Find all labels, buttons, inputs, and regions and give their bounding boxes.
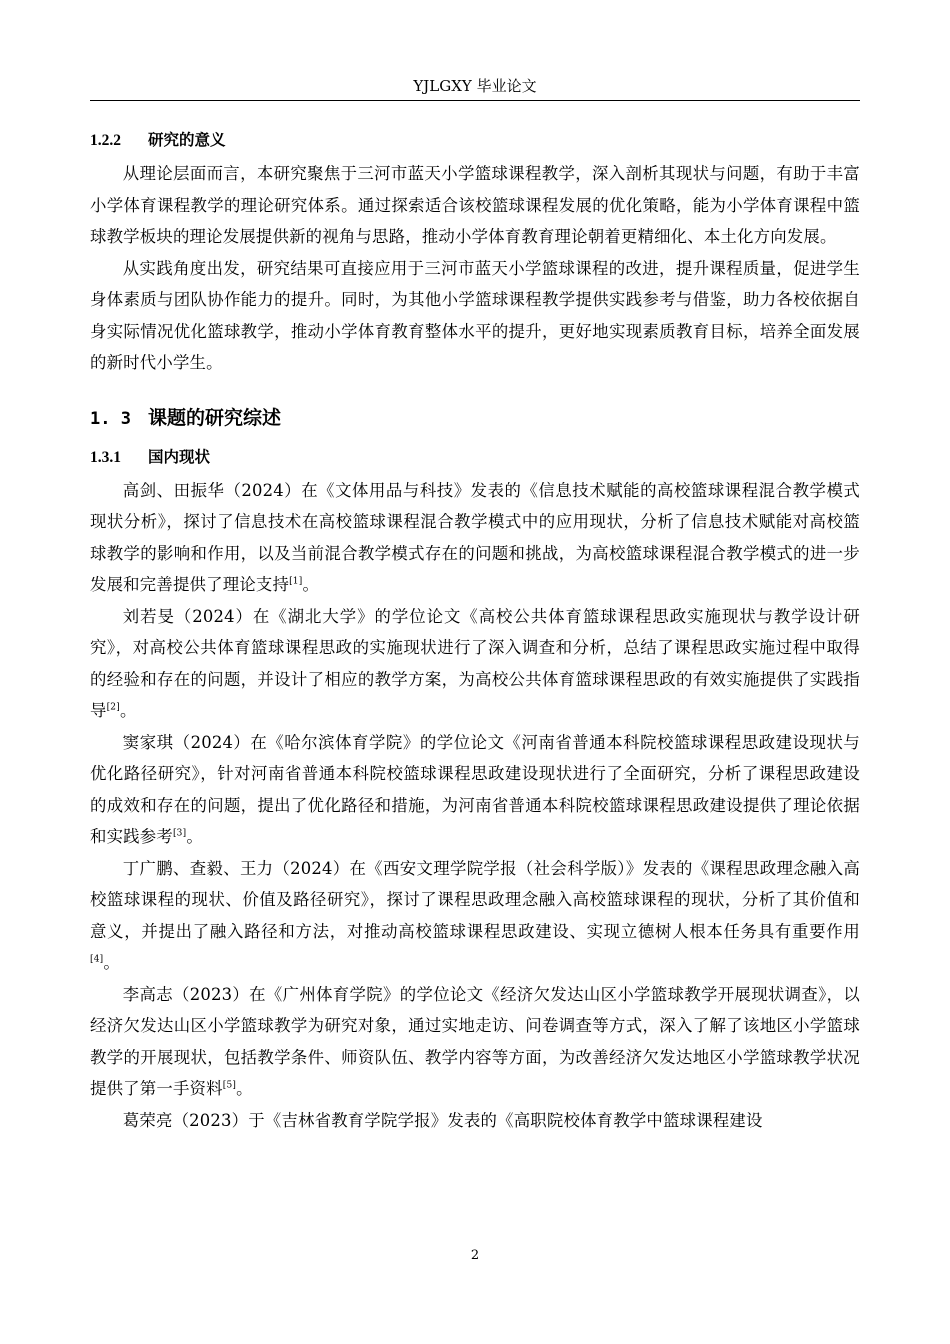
section-heading-1-3-1	[90, 442, 860, 473]
citation-ref: [1]	[289, 576, 303, 587]
section-number: 1.3.1	[90, 448, 121, 466]
paragraph-text: 葛荣亮（2023）于《吉林省教育学院学报》发表的《高职院校体育教学中篮球课程建设	[122, 1110, 763, 1130]
paragraph-text: 高剑、田振华（2024）在《文体用品与科技》发表的《信息技术赋能的高校篮球课程混合教学模式现状分析》，探讨了信息技术在高校篮球课程混合教学模式中的应用现状，分析了信息技术赋能对高校篮球教学的影响和作用，以及当前混合教学模式存在的问题和挑战，为高校篮球课程混合教学模式的进一步发展和完善提供了理论支持	[90, 480, 860, 594]
citation-ref: [2]	[106, 702, 120, 713]
section-title: 国内现状	[148, 447, 211, 466]
paragraph	[90, 853, 860, 979]
citation-ref: [5]	[222, 1080, 237, 1091]
paragraph-text: 丁广鹏、查毅、王力（2024）在《西安文理学院学报（社会科学版）》发表的《课程思政理念融入高校篮球课程的现状、价值及路径研究》，探讨了课程思政理念融入高校篮球课程的现状，分析了其价值和意义，并提出了融入路径和方法，对推动高校篮球课程思政建设、实现立德树人根本任务具有重要作用	[90, 858, 860, 941]
citation-ref: [4]	[90, 954, 104, 965]
paragraph	[90, 475, 860, 601]
section-title: 研究的意义	[148, 131, 226, 149]
paragraph	[90, 979, 860, 1105]
paragraph-end: 。	[236, 1079, 253, 1098]
page-number: 2	[470, 1248, 480, 1263]
paragraph	[90, 601, 860, 727]
paragraph-text: 窦家琪（2024）在《哈尔滨体育学院》的学位论文《河南省普通本科院校篮球课程思政建设现状与优化路径研究》，针对河南省普通本科院校篮球课程思政建设现状进行了全面研究，分析了课程思政建设的成效和存在的问题，提出了优化路径和措施，为河南省普通本科院校篮球课程思政建设提供了理论依据和实践参考	[90, 732, 860, 846]
paragraph-end: 。	[186, 827, 203, 846]
running-header: YJLGXY 毕业论文	[413, 77, 537, 95]
page-body	[90, 125, 860, 1136]
paragraph-end: 。	[103, 953, 120, 972]
citation-ref: [3]	[172, 828, 187, 839]
paragraph: 从实践角度出发，研究结果可直接应用于三河市蓝天小学篮球课程的改进，提升课程质量，促进学生身体素质与团队协作能力的提升。同时，为其他小学篮球课程教学提供实践参考与借鉴，助力各校依据自身实际情况优化篮球教学，推动小学体育教育整体水平的提升，更好地实现素质教育目标，培养全面发展的新时代小学生。	[90, 258, 860, 372]
paragraph-end: 。	[302, 575, 320, 594]
section-title: 课题的研究综述	[148, 406, 282, 429]
paragraph	[90, 727, 860, 853]
section-number: 1. 3	[90, 408, 131, 429]
section-number: 1.2.2	[90, 132, 121, 149]
paragraph-text: 李高志（2023）在《广州体育学院》的学位论文《经济欠发达山区小学篮球教学开展现状调查》，以经济欠发达山区小学篮球教学为研究对象，通过实地走访、问卷调查等方式，深入了解了该地区小学篮球教学的开展现状，包括教学条件、师资队伍、教学内容等方面，为改善经济欠发达地区小学篮球教学状况提供了第一手资料	[90, 984, 860, 1098]
header-rule	[90, 100, 860, 101]
section-heading-1-3	[90, 401, 860, 436]
section-heading-1-2-2	[90, 125, 860, 156]
paragraph-text: 刘若旻（2024）在《湖北大学》的学位论文《高校公共体育篮球课程思政实施现状与教学设计研究》，对高校公共体育篮球课程思政的实施现状进行了深入调查和分析，总结了课程思政实施过程中取得的经验和存在的问题，并设计了相应的教学方案，为高校公共体育篮球课程思政的有效实施提供了实践指导	[90, 606, 860, 720]
paragraph	[90, 1105, 860, 1137]
paragraph-end: 。	[119, 701, 137, 720]
paragraph: 从理论层面而言，本研究聚焦于三河市蓝天小学篮球课程教学，深入剖析其现状与问题，有助于丰富小学体育课程教学的理论研究体系。通过探索适合该校篮球课程发展的优化策略，能为小学体育课程中篮球教学板块的理论发展提供新的视角与思路，推动小学体育教育理论朝着更精细化、本土化方向发展。	[90, 164, 860, 246]
